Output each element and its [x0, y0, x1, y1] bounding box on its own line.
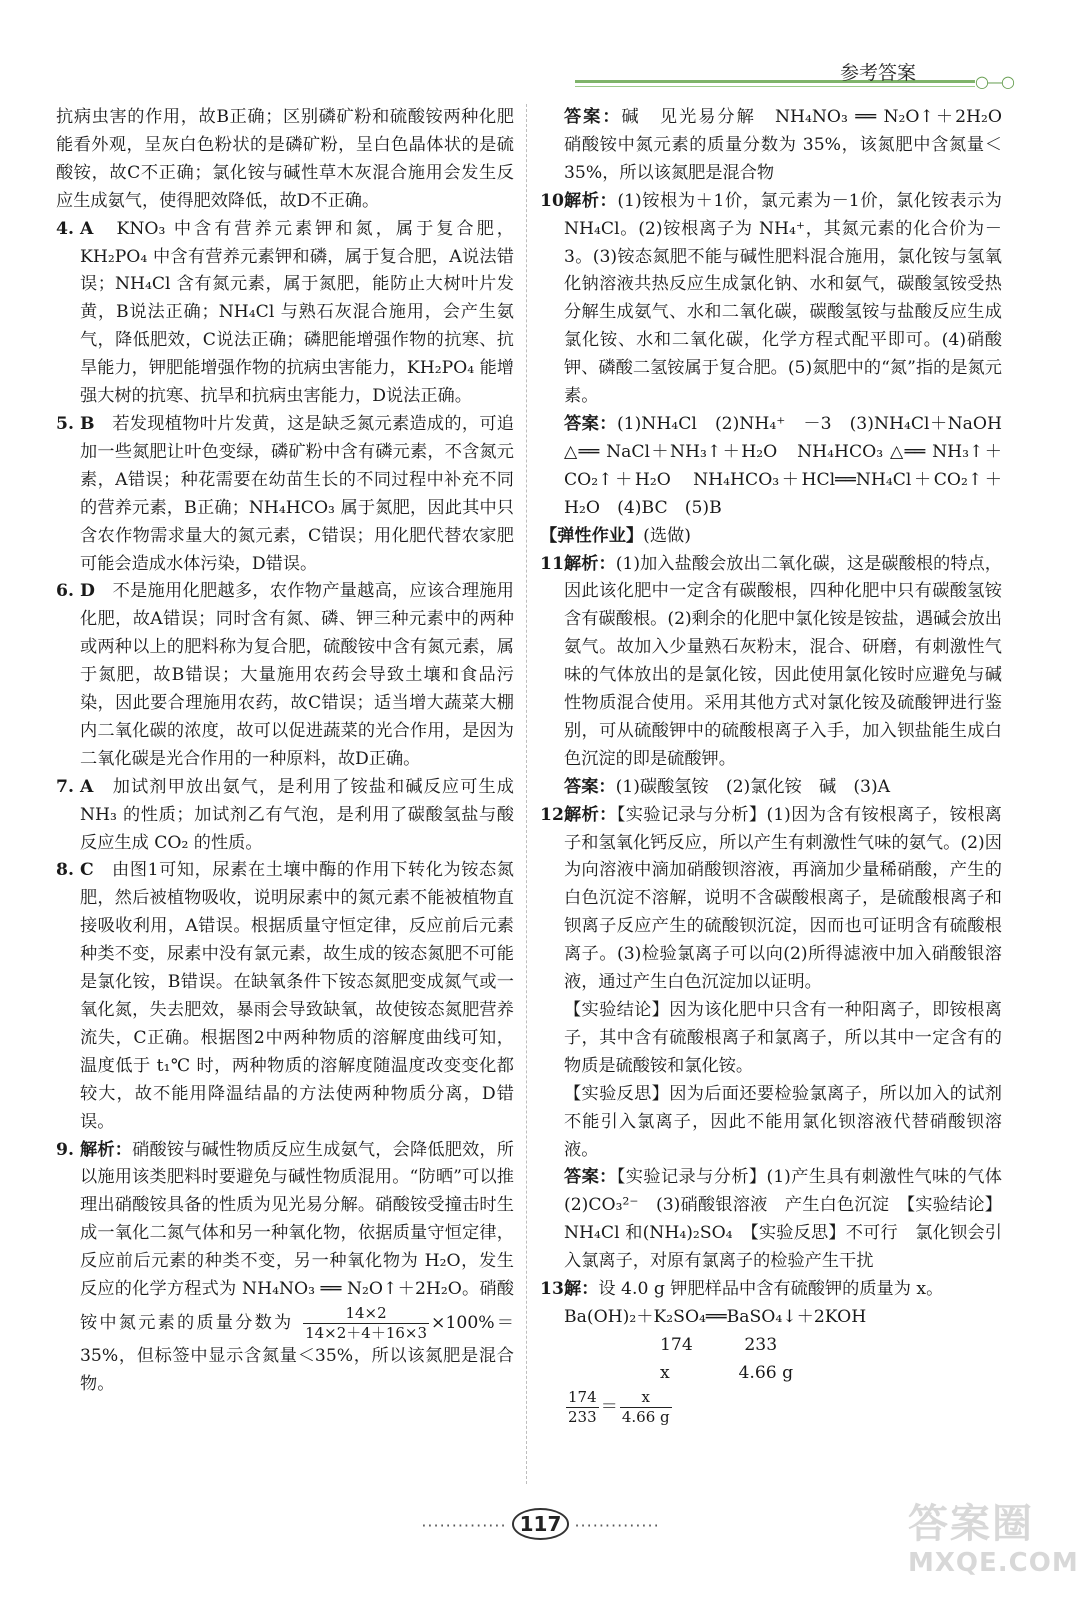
answer-item-continued: 抗病虫害的作用，故B正确；区别磷矿粉和硫酸铵两种化肥能看外观，呈灰白色粉状的是磷矿粉，呈白色晶体状的是硫酸铵，故C不正确；氯化铵与碱性草木灰混合施用会发生反应生成氨气，使得肥效降低，故D不正确。 — [56, 107, 514, 211]
answer-item-9: 9. 解析：硝酸铵与碱性物质反应生成氨气，会降低肥效，所以施用该类肥料时要避免与碱性物质混用。“防晒”可以推理出硝酸铵具备的性质为见光易分解。硝酸铵受撞击时生成一氧化二氮气体和另一种氧化物，依据质量守恒定律，反应前后元素的种类不变，另一种氧化物为 H₂O，发生反应的化学方程式为 NH₄NO₃ ══ N₂O↑＋2H₂O。硝酸铵中氮元素的质量分数为 $\frac{14\times 2}{14\times 2+4+16\times 3}$ ×100%＝35%，但标签中显示含氮量＜35%，所以该氮肥是混合物。 — [56, 1139, 514, 1394]
dots-left-icon: ·············· — [421, 1516, 507, 1535]
answer-11: 答案：(1)碳酸氢铵 (2)氯化铵 碱 (3)A — [564, 776, 891, 797]
quantity-line: x 4.66 g — [660, 1362, 794, 1383]
header-ornament-icon: ○—○ — [975, 72, 1013, 91]
column-divider — [526, 104, 527, 1484]
answer-item-13: 13. 解：设 4.0 g 钾肥样品中含有硫酸钾的质量为 x。 — [540, 1279, 944, 1300]
answer-item-8: 8. C 由图1可知，尿素在土壤中酶的作用下转化为铵态氮肥，然后被植物吸收，说明尿素中的氮元素不能被植物直接吸收利用，A错误。根据质量守恒定律，反应前后元素种类不变，尿素中没有氯元素，故生成的铵态氮肥不可能是氯化铵，B错误。在缺氧条件下铵态氮肥变成氮气或一氧化氮，失去肥效，暴雨会导致缺氧，故使铵态氮肥营养流失，C正确。根据图2中两种物质的溶解度曲线可知，温度低于 t₁℃ 时，两种物质的溶解度随温度改变变化都较大，故不能用降温结晶的方法使两种物质分离，D错误。 — [56, 860, 514, 1132]
molar-mass-line: 174 233 — [660, 1334, 778, 1355]
proportion-line: $\frac{174}{233}$ ＝ $\frac{x}{4.66 g}$ — [568, 1387, 670, 1426]
answer-10: 答案：(1)NH₄Cl (2)NH₄⁺ －3 (3)NH₄Cl＋NaOH △══ NaCl＋NH₃↑＋H₂O NH₄HCO₃ △══ NH₃↑＋CO₂↑＋H₂O NH₄HCO₃＋HCl══NH₄Cl＋CO₂↑＋H₂O (4)BC (5)B — [564, 413, 1002, 518]
page-number: ·············· 117 ·············· — [0, 1508, 1081, 1540]
right-column — [540, 104, 1020, 1427]
answer-item-4: 4. A KNO₃ 中含有营养元素钾和氮，属于复合肥，KH₂PO₄ 中含有营养元素钾和磷，属于复合肥，A说法错误；NH₄Cl 含有氮元素，属于氮肥，能防止大树叶片发黄，B说法正确；NH₄Cl 与熟石灰混合施用，会产生氨气，降低肥效，C说法正确；磷肥能增强作物的抗寒、抗旱能力，钾肥能增强作物的抗病虫害能力，KH₂PO₄ 能增强大树的抗寒、抗旱和抗病虫害能力，D说法正确。 — [56, 218, 514, 407]
dots-right-icon: ·············· — [574, 1516, 660, 1535]
answer-item-11: 11. 解析：(1)加入盐酸会放出二氧化碳，这是碳酸根的特点，因此该化肥中一定含有碳酸根，四种化肥中只有碳酸氢铵含有碳酸根。(2)剩余的化肥中氯化铵是铵盐，遇碱会放出氨气。故加入少量熟石灰粉末，混合、研磨，有刺激性气味的气体放出的是氯化铵，因此使用氯化铵时应避免与碱性物质混合使用。采用其他方式对氯化铵及硫酸钾进行鉴别，可从硫酸钾中的硫酸根离子入手，加入钡盐能生成白色沉淀的即是硫酸钾。 — [540, 553, 1002, 769]
experiment-conclusion: 【实验结论】因为该化肥中只含有一种阳离子，即铵根离子，其中含有硫酸根离子和氯离子，所以其中一定含有的物质是硫酸铵和氯化铵。 — [564, 1000, 1002, 1076]
watermark: 答案圈 MXQE.COM — [908, 1501, 1079, 1578]
header-title: 参考答案 — [840, 62, 917, 84]
answer-item-5: 5. B 若发现植物叶片发黄，这是缺乏氮元素造成的，可追加一些氮肥让叶色变绿，磷矿粉中含有磷元素，不含氮元素，A错误；种花需要在幼苗生长的不同过程中补充不同的营养元素，B正确；NH₄HCO₃ 属于氮肥，因此其中只含农作物需求量大的氮元素，C错误；用化肥代替农家肥可能会造成水体污染，D错误。 — [56, 413, 514, 574]
answer-item-10: 10. 解析：(1)铵根为＋1价，氯元素为－1价，氯化铵表示为 NH₄Cl。(2)铵根离子为 NH₄⁺，其氮元素的化合价为－3。(3)铵态氮肥不能与碱性肥料混合施用，氯化铵与氢氧化钠溶液共热反应生成氯化钠、水和氨气，碳酸氢铵受热分解生成氨气、水和二氧化碳，碳酸氢铵与盐酸反应生成氯化铵、水和二氧化碳，化学方程式配平即可。(4)硝酸钾、磷酸二氢铵属于复合肥。(5)氮肥中的“氮”指的是氮元素。 — [540, 190, 1002, 407]
answer-9: 答案：碱 见光易分解 NH₄NO₃ ══ N₂O↑＋2H₂O 硝酸铵中氮元素的质量分数为 35%，该氮肥中含氮量＜35%，所以该氮肥是混合物 — [564, 107, 1020, 183]
section-heading: 【弹性作业】(选做) — [540, 525, 691, 546]
left-column — [56, 104, 514, 1399]
fraction: $\frac{14\times 2}{14\times 2+4+16\times 3}$ — [305, 1303, 428, 1342]
answer-12: 答案：【实验记录与分析】(1)产生具有刺激性气味的气体 (2)CO₃²⁻ (3)硝酸银溶液 产生白色沉淀 【实验结论】NH₄Cl 和(NH₄)₂SO₄ 【实验反思】不可行 氯化钡会引入氯离子，对原有氯离子的检验产生干扰 — [564, 1167, 1020, 1272]
answer-item-6: 6. D 不是施用化肥越多，农作物产量越高，应该合理施用化肥，故A错误；同时含有氮、磷、钾三种元素中的两种或两种以上的肥料称为复合肥，硫酸铵中含有氮元素，属于氮肥，故B错误；大量施用农药会导致土壤和食品污染，因此要合理施用农药，故C错误；适当增大蔬菜大棚内二氧化碳的浓度，故可以促进蔬菜的光合作用，是因为二氧化碳是光合作用的一种原料，故D正确。 — [56, 581, 514, 769]
header-line-thin — [575, 86, 975, 87]
answer-item-12: 12. 解析：【实验记录与分析】(1)因为含有铵根离子，铵根离子和氢氧化钙反应，所以产生有刺激性气味的氨气。(2)因为向溶液中滴加硝酸钡溶液，再滴加少量稀硝酸，产生的白色沉淀不溶解，说明不含碳酸根离子，是硫酸根离子和钡离子反应产生的硫酸钡沉淀，因而也可证明含有硫酸根离子。(3)检验氯离子可以向(2)所得滤液中加入硝酸银溶液，通过产生白色沉淀加以证明。 — [540, 804, 1002, 993]
answer-item-7: 7. A 加试剂甲放出氨气，是利用了铵盐和碱反应可生成 NH₃ 的性质；加试剂乙有气泡，是利用了碳酸氢盐与酸反应生成 CO₂ 的性质。 — [56, 776, 514, 853]
experiment-reflection: 【实验反思】因为后面还要检验氯离子，所以加入的试剂不能引入氯离子，因此不能用氯化钡溶液代替硝酸钡溶液。 — [564, 1083, 1002, 1160]
equation-line: Ba(OH)₂＋K₂SO₄══BaSO₄↓＋2KOH — [564, 1306, 867, 1327]
